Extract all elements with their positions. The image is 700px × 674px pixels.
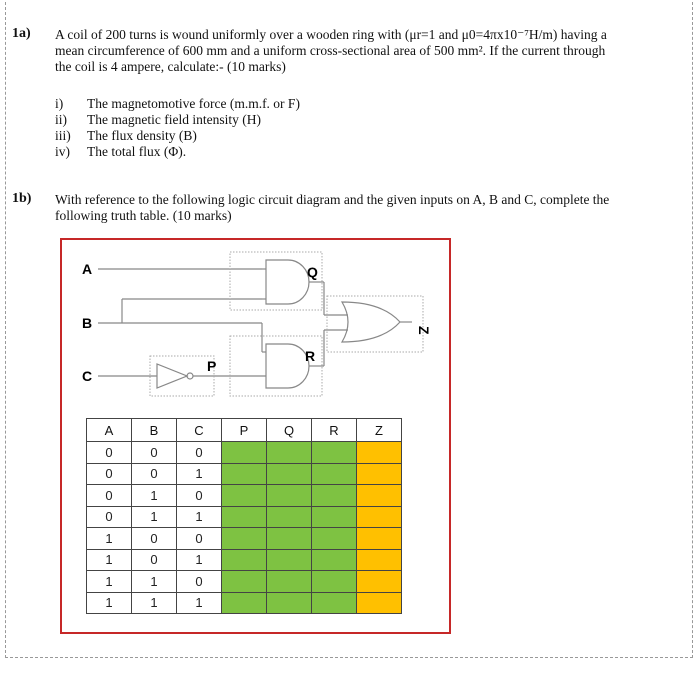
input-cell: 1 [132,506,177,528]
answer-cell[interactable] [312,442,357,464]
input-cell: 1 [177,506,222,528]
label-b: B [82,315,93,331]
table-row [87,506,402,528]
answer-cell[interactable] [222,463,267,485]
input-cell: 0 [177,571,222,593]
header-q: Q [267,419,312,442]
question-1a-line-2: mean circumference of 600 mm and a uniform cross-sectional area of 500 mm². If the current through [55,43,606,58]
answer-cell[interactable] [267,549,312,571]
answer-cell[interactable] [222,549,267,571]
input-cell: 0 [132,463,177,485]
label-q: Q [307,264,318,280]
table-row [87,571,402,593]
answer-cell[interactable] [312,549,357,571]
answer-cell[interactable] [312,528,357,550]
input-cell: 1 [87,549,132,571]
answer-cell[interactable] [267,571,312,593]
answer-cell[interactable] [312,506,357,528]
answer-cell-z[interactable] [357,592,402,614]
sub-item-4: iv) The total flux (Φ). [55,144,187,159]
answer-cell[interactable] [267,463,312,485]
question-1a-line-1: A coil of 200 turns is wound uniformly over a wooden ring with (μr=1 and μ0=4πx10⁻⁷H/m) having a [55,27,607,42]
answer-cell-z[interactable] [357,506,402,528]
input-cell: 0 [132,442,177,464]
answer-cell-z[interactable] [357,442,402,464]
input-cell: 0 [87,442,132,464]
answer-cell[interactable] [267,506,312,528]
input-cell: 1 [87,571,132,593]
question-1b-line-2: following truth table. (10 marks) [55,208,232,223]
header-p: P [222,419,267,442]
input-cell: 1 [87,528,132,550]
answer-cell[interactable] [267,442,312,464]
sub-item-2: ii) The magnetic field intensity (H) [55,112,261,127]
answer-cell-z[interactable] [357,463,402,485]
table-row [87,485,402,507]
logic-circuit-diagram [62,240,449,420]
label-c: C [82,368,93,384]
table-row [87,549,402,571]
answer-cell[interactable] [267,485,312,507]
table-row [87,442,402,464]
input-cell: 1 [87,592,132,614]
answer-cell[interactable] [312,571,357,593]
input-cell: 1 [132,592,177,614]
header-z: Z [357,419,402,442]
header-c: C [177,419,222,442]
input-cell: 1 [177,463,222,485]
truth-table-header-row [87,419,402,442]
answer-cell-z[interactable] [357,485,402,507]
label-p: P [207,358,217,374]
header-a: A [87,419,132,442]
answer-cell[interactable] [222,571,267,593]
truth-table [86,418,402,614]
circuit-panel [60,238,451,634]
label-z: Z [416,326,432,335]
input-cell: 0 [87,485,132,507]
input-cell: 0 [87,506,132,528]
input-cell: 0 [87,463,132,485]
and-gate-r [266,344,309,388]
or-gate-z [342,302,400,342]
and-gate-q [266,260,309,304]
answer-cell[interactable] [267,528,312,550]
input-cell: 0 [132,549,177,571]
sub-item-3: iii) The flux density (B) [55,128,197,143]
question-1b-line-1: With reference to the following logic circuit diagram and the given inputs on A, B and C, complete the [55,192,610,207]
answer-cell[interactable] [267,592,312,614]
input-cell: 1 [132,485,177,507]
question-1b-number: 1b) [12,191,32,206]
input-cell: 0 [177,442,222,464]
input-cell: 0 [177,485,222,507]
answer-cell[interactable] [222,485,267,507]
answer-cell[interactable] [222,506,267,528]
input-cell: 1 [132,571,177,593]
answer-cell[interactable] [312,485,357,507]
answer-cell[interactable] [222,442,267,464]
not-gate-p [157,364,187,388]
input-cell: 1 [177,592,222,614]
sub-item-1: i) The magnetomotive force (m.m.f. or F) [55,96,300,111]
table-row [87,592,402,614]
question-1a-number: 1a) [12,26,31,41]
answer-cell[interactable] [312,592,357,614]
answer-cell[interactable] [222,528,267,550]
header-r: R [312,419,357,442]
question-1a-line-3: the coil is 4 ampere, calculate:- (10 marks) [55,59,286,74]
input-cell: 0 [132,528,177,550]
answer-cell-z[interactable] [357,571,402,593]
table-row [87,528,402,550]
answer-cell-z[interactable] [357,549,402,571]
label-a: A [82,261,93,277]
answer-cell[interactable] [312,463,357,485]
header-b: B [132,419,177,442]
table-row [87,463,402,485]
answer-cell[interactable] [222,592,267,614]
input-cell: 1 [177,549,222,571]
answer-cell-z[interactable] [357,528,402,550]
label-r: R [305,348,316,364]
input-cell: 0 [177,528,222,550]
